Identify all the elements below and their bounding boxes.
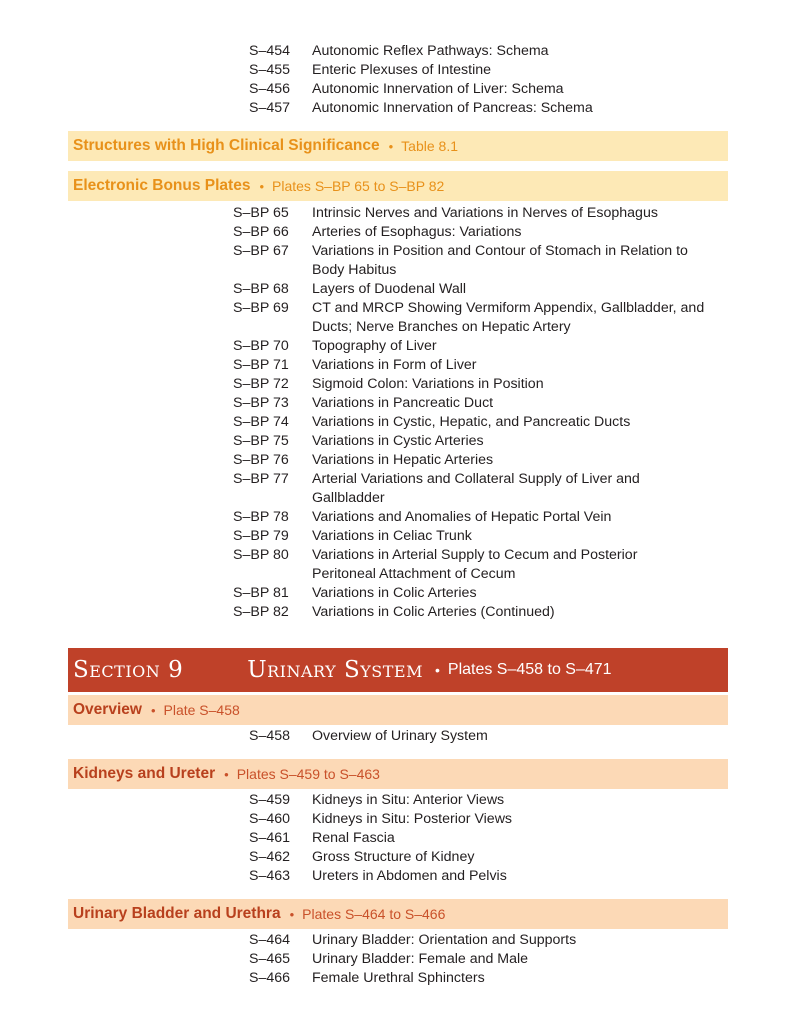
plate-title: Urinary Bladder: Female and Male <box>312 951 529 967</box>
plate-title: Arteries of Esophagus: Variations <box>312 224 522 240</box>
band-electronic-bonus-plates <box>68 171 728 201</box>
plate-title-continued: Gallbladder <box>312 490 385 506</box>
plate-code: S–462 <box>249 849 291 865</box>
plate-entry <box>0 603 796 622</box>
band-subtitle: Plate S–458 <box>163 702 240 718</box>
plate-entry <box>0 451 796 470</box>
plate-entry <box>0 80 796 99</box>
plate-code: S–466 <box>249 970 291 986</box>
band-title: Structures with High Clinical Significance <box>73 137 380 154</box>
plate-code: S–BP 78 <box>233 509 289 525</box>
band-urinary-bladder-urethra <box>68 899 728 929</box>
plate-code: S–BP 80 <box>233 547 289 563</box>
plate-code: S–458 <box>249 728 291 744</box>
plate-code: S–463 <box>249 868 291 884</box>
bullet-icon: • <box>388 138 394 154</box>
plate-code: S–BP 67 <box>233 243 289 259</box>
plate-entry <box>0 727 796 746</box>
section-plates: Plates S–458 to S–471 <box>447 661 612 678</box>
plate-title: Variations in Arterial Supply to Cecum and Posterior <box>312 547 638 563</box>
plate-title: Variations in Form of Liver <box>312 357 477 373</box>
plate-entry <box>0 931 796 950</box>
plate-title: Renal Fascia <box>312 830 395 846</box>
plate-code: S–BP 76 <box>233 452 289 468</box>
section-name: Urinary System <box>247 657 423 683</box>
plate-title: Autonomic Reflex Pathways: Schema <box>312 43 549 59</box>
plate-code: S–BP 81 <box>233 585 289 601</box>
plate-code: S–455 <box>249 62 291 78</box>
plate-code: S–457 <box>249 100 291 116</box>
plate-entry <box>0 394 796 413</box>
plate-entry <box>0 546 796 584</box>
plate-entry <box>0 42 796 61</box>
plate-entry <box>0 223 796 242</box>
plate-title-continued: Ducts; Nerve Branches on Hepatic Artery <box>312 319 571 335</box>
plate-entry <box>0 848 796 867</box>
plate-entry <box>0 413 796 432</box>
plate-entry <box>0 99 796 118</box>
plate-title-continued: Peritoneal Attachment of Cecum <box>312 566 516 582</box>
plate-entry <box>0 527 796 546</box>
band-clinical-significance <box>68 131 728 161</box>
plate-code: S–461 <box>249 830 291 846</box>
plate-entry <box>0 810 796 829</box>
plate-code: S–459 <box>249 792 291 808</box>
plate-title: Variations in Hepatic Arteries <box>312 452 494 468</box>
band-title: Electronic Bonus Plates <box>73 177 251 194</box>
section-number: Section 9 <box>73 657 184 683</box>
plate-title: Overview of Urinary System <box>312 728 488 744</box>
plate-entry <box>0 61 796 80</box>
band-title: Overview <box>73 701 142 718</box>
plate-title: Variations in Cystic Arteries <box>312 433 484 449</box>
bullet-icon: • <box>259 178 265 194</box>
plate-code: S–BP 82 <box>233 604 289 620</box>
plate-title: Variations in Celiac Trunk <box>312 528 472 544</box>
plate-code: S–BP 72 <box>233 376 289 392</box>
plate-code: S–BP 75 <box>233 433 289 449</box>
band-subtitle: Plates S–BP 65 to S–BP 82 <box>272 178 445 194</box>
plate-code: S–464 <box>249 932 291 948</box>
bullet-icon: • <box>150 702 156 718</box>
band-subtitle: Plates S–464 to S–466 <box>302 906 446 922</box>
bullet-icon: • <box>224 766 229 782</box>
band-subtitle: Plates S–459 to S–463 <box>236 766 380 782</box>
plate-entry <box>0 375 796 394</box>
plate-title: Gross Structure of Kidney <box>312 849 475 865</box>
plate-title: Variations in Position and Contour of Stomach in Relation to <box>312 243 688 259</box>
plate-entry <box>0 280 796 299</box>
band-title: Kidneys and Ureter <box>73 765 216 782</box>
plate-title: Layers of Duodenal Wall <box>312 281 467 297</box>
plate-entry <box>0 242 796 280</box>
band-title: Urinary Bladder and Urethra <box>73 905 281 922</box>
plate-title: Kidneys in Situ: Anterior Views <box>312 792 505 808</box>
plate-entry <box>0 969 796 988</box>
plate-title: Ureters in Abdomen and Pelvis <box>312 868 507 884</box>
band-subtitle: Table 8.1 <box>401 138 458 154</box>
plate-title: Female Urethral Sphincters <box>312 970 485 986</box>
band-kidneys-ureter <box>68 759 728 789</box>
plate-code: S–460 <box>249 811 291 827</box>
plate-entry <box>0 204 796 223</box>
plate-entry <box>0 829 796 848</box>
plate-entry <box>0 584 796 603</box>
plate-entry <box>0 470 796 508</box>
plate-title: Variations in Pancreatic Duct <box>312 395 494 411</box>
plate-code: S–456 <box>249 81 291 97</box>
plate-code: S–BP 66 <box>233 224 289 240</box>
plate-entry <box>0 299 796 337</box>
plate-entry <box>0 337 796 356</box>
plate-title: Urinary Bladder: Orientation and Supports <box>312 932 577 948</box>
plate-title: Kidneys in Situ: Posterior Views <box>312 811 513 827</box>
plate-code: S–BP 65 <box>233 205 289 221</box>
plate-title: Autonomic Innervation of Liver: Schema <box>312 81 564 97</box>
plate-code: S–BP 74 <box>233 414 289 430</box>
plate-title: Enteric Plexuses of Intestine <box>312 62 492 78</box>
plate-title: Sigmoid Colon: Variations in Position <box>312 376 544 392</box>
plate-code: S–BP 73 <box>233 395 289 411</box>
plate-title: Intrinsic Nerves and Variations in Nerves of Esophagus <box>312 205 658 221</box>
plate-code: S–BP 69 <box>233 300 289 316</box>
bullet-icon: • <box>289 906 295 922</box>
plate-title: Topography of Liver <box>312 338 437 354</box>
plate-title: Variations and Anomalies of Hepatic Portal Vein <box>312 509 612 525</box>
band-overview <box>68 695 728 725</box>
plate-entry <box>0 791 796 810</box>
plate-entry <box>0 950 796 969</box>
plate-title: Autonomic Innervation of Pancreas: Schema <box>312 100 593 116</box>
plate-code: S–BP 77 <box>233 471 289 487</box>
plate-title: CT and MRCP Showing Vermiform Appendix, Gallbladder, and <box>312 300 705 316</box>
plate-title: Variations in Cystic, Hepatic, and Pancreatic Ducts <box>312 414 631 430</box>
plate-code: S–BP 68 <box>233 281 289 297</box>
plate-code: S–BP 70 <box>233 338 289 354</box>
section-header-bar <box>68 648 728 692</box>
plate-code: S–BP 71 <box>233 357 289 373</box>
plate-code: S–BP 79 <box>233 528 289 544</box>
plate-title-continued: Body Habitus <box>312 262 397 278</box>
plate-title: Variations in Colic Arteries <box>312 585 477 601</box>
plate-code: S–465 <box>249 951 291 967</box>
plate-entry <box>0 432 796 451</box>
bullet-icon: • <box>434 662 440 678</box>
plate-entry <box>0 508 796 527</box>
plate-code: S–454 <box>249 43 291 59</box>
plate-title: Variations in Colic Arteries (Continued) <box>312 604 555 620</box>
plate-entry <box>0 356 796 375</box>
plate-entry <box>0 867 796 886</box>
plate-title: Arterial Variations and Collateral Supply of Liver and <box>312 471 640 487</box>
